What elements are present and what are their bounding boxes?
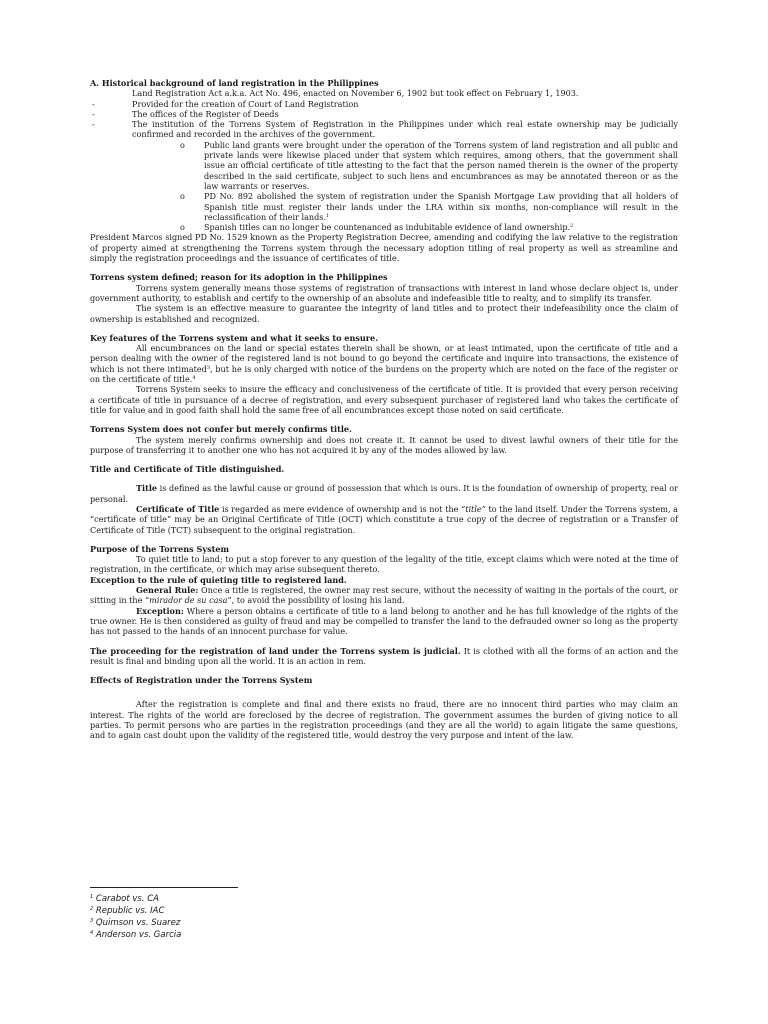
confirms-title-heading: Torrens System does not confer but merely confirms title. — [90, 424, 352, 435]
footnote-ref[interactable]: 2 — [570, 223, 574, 230]
footnote: $^4$ Anderson vs. Garcia — [90, 930, 182, 940]
sub-bullet-item: o Public land grants were brought under the operation of the Torrens system of land registration and all public and private lands were likewise placed under that system which requires, among others, that the government shall issue an official certificate of title attesting to the fact that the person named therein is the owner of the property described in the said certificate, subject to such liens and encumbrances as may be annotated thereon or as the law warrants or reserves. — [180, 139, 678, 191]
bullet-item: - The offices of the Register of Deeds — [92, 108, 279, 119]
paragraph: Certificate of Title is regarded as mere evidence of ownership and is not the “title” to the land itself. Under the Torrens system, a “certificate of title” may be an Original Certificate of Title (OCT) which constitute a true copy of the decree of registration or a Transfer of Certificate of Title (TCT) subsequent to the original registration. — [90, 503, 678, 535]
purpose-heading: Purpose of the Torrens System — [90, 543, 230, 554]
paragraph: General Rule: Once a title is registered, the owner may rest secure, without the necessity of waiting in the portals of the court, or sitting in the “mirador de su casa”, to avoid the possibility of losing his land. — [90, 585, 678, 606]
document-body — [90, 78, 678, 741]
marcos-paragraph: President Marcos signed PD No. 1529 known as the Property Registration Decree, amending and codifying the law relative to the registration of property aimed at strengthening the Torrens system through the necessary adoption titling of real property as well as streamline and simply the registration proceedings and the issuance of certificates of title. — [90, 232, 678, 264]
footnote-separator — [90, 887, 238, 888]
dash-marker: - — [92, 119, 95, 130]
judicial-paragraph: The proceeding for the registration of land under the Torrens system is judicial. It is clothed with all the forms of an action and the result is final and binding upon all the world. It is an action in rem. — [90, 645, 678, 666]
footnote: $^3$ Quimson vs. Suarez — [90, 918, 181, 928]
effects-heading: Effects of Registration under the Torrens System — [90, 675, 313, 686]
paragraph: The system is an effective measure to guarantee the integrity of land titles and to protect their indefeasibility once the claim of ownership is established and recognized. — [90, 303, 678, 324]
paragraph: Torrens system generally means those systems of registration of transactions with interest in land whose declare object is, under government authority, to establish and certify to the ownership of an absolute and indefeasible title to realty, and to simplify its transfer. — [90, 282, 678, 303]
term-certificate: Certificate of Title — [136, 503, 220, 514]
land-registration-act-line: Land Registration Act a.k.a. Act No. 496, enacted on November 6, 1902 but took effect on February 1, 1903. — [132, 88, 579, 99]
paragraph: All encumbrances on the land or special estates therein shall be shown, or at least intimated, upon the certificate of title and a person dealing with the owner of the registered land is not bound to go beyond the certificate and inquire into transactions, the existence of which is not there intimated$^3$, but he is only charged with notice of the burdens on the property which are noted on the face of the register or on the certificate of title.$^4$ — [90, 343, 678, 385]
footnote: $^1$ Carabot vs. CA — [90, 894, 159, 904]
key-features-heading: Key features of the Torrens system and what it seeks to ensure. — [90, 332, 379, 343]
footnote-ref[interactable]: 4 — [192, 375, 196, 382]
sub-bullet-item: o Spanish titles can no longer be countenanced as indubitable evidence of land ownership.$^2$ — [180, 222, 574, 233]
circle-marker: o — [180, 139, 185, 150]
circle-marker: o — [180, 191, 185, 202]
bullet-item: - Provided for the creation of Court of Land Registration — [92, 98, 359, 109]
dash-marker: - — [92, 108, 95, 119]
paragraph: After the registration is complete and final and there exists no fraud, there are no innocent third parties who may claim an interest. The rights of the world are foreclosed by the decree of registration. The government assumes the burden of giving notice to all parties. To permit persons who are parties in the registration proceedings (and they are all the world) to again litigate the same questions, and to again cast doubt upon the validity of the registered title, would destroy the very purpose and intent of the law. — [90, 699, 678, 741]
footnotes — [90, 893, 181, 941]
section-a-heading: A. Historical background of land registration in the Philippines — [90, 78, 379, 88]
circle-marker: o — [180, 222, 185, 233]
term-exception: Exception: — [136, 605, 184, 616]
bullet-item: - The institution of the Torrens System of Registration in the Philippines under which real estate ownership may be judicially confirmed and recorded in the archives of the government. — [92, 119, 678, 140]
exception-heading: Exception to the rule of quieting title to registered land. — [90, 574, 347, 585]
footnote-ref[interactable]: 1 — [326, 212, 330, 219]
paragraph: Title is defined as the lawful cause or ground of possession that which is ours. It is the foundation of ownership of property, real or personal. — [90, 483, 678, 504]
paragraph: The system merely confirms ownership and does not create it. It cannot be used to divest lawful owners of their title for the purpose of transferring it to another one who has not acquired it by any of the modes allowed by law. — [90, 434, 678, 455]
footnote-ref[interactable]: 3 — [206, 364, 211, 371]
paragraph: Exception: Where a person obtains a certificate of title to a land belong to another and he has full knowledge of the rights of the true owner. He is then considered as guilty of fraud and may be compelled to transfer the land to the defrauded owner so long as the property has not passed to the hands of an innocent purchase for value. — [90, 605, 678, 637]
term-general-rule: General Rule: — [136, 585, 199, 596]
footnote: $^2$ Republic vs. IAC — [90, 906, 165, 916]
torrens-defined-heading: Torrens system defined; reason for its adoption in the Philippines — [90, 272, 388, 283]
paragraph: To quiet title to land; to put a stop forever to any question of the legality of the title, except claims which were noted at the time of registration, in the certificate, or which may arise subsequent thereto. — [90, 554, 678, 575]
dash-marker: - — [92, 98, 95, 109]
sub-bullet-item: o PD No. 892 abolished the system of registration under the Spanish Mortgage Law providing that all holders of Spanish title must register their lands under the LRA within six months, non-compliance will result in the reclassification of their lands.$^1$ — [180, 191, 678, 222]
term-title: Title — [136, 483, 158, 494]
paragraph: Torrens System seeks to insure the efficacy and conclusiveness of the certificate of title. It is provided that every person receiving a certificate of title in pursuance of a decree of registration, and every subsequent purchaser of registered land who takes the certificate of title for value and in good faith shall hold the same free of all encumbrances except those noted on said certificate. — [90, 384, 678, 415]
title-cert-heading: Title and Certificate of Title distinguished. — [90, 464, 285, 475]
judicial-heading: The proceeding for the registration of land under the Torrens system is judicial. — [90, 645, 461, 656]
